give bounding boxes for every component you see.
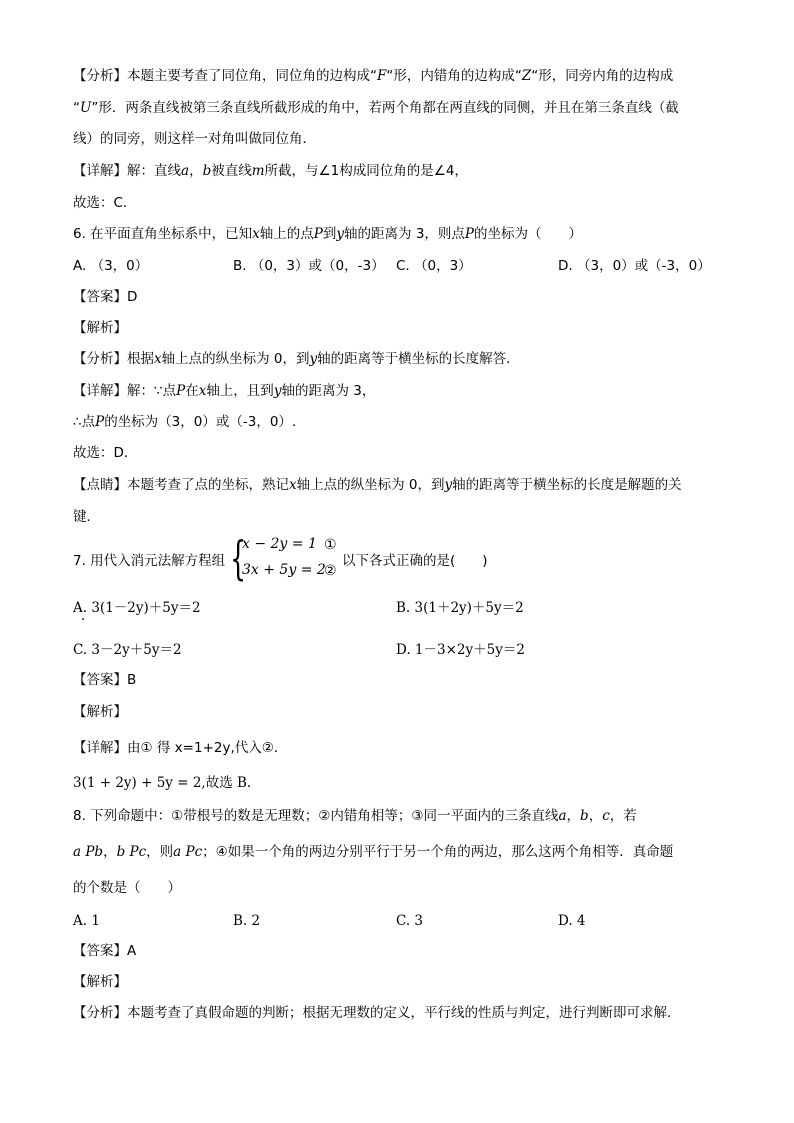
text: 轴上点的纵坐标为 0，到 xyxy=(296,477,445,493)
q6-option-c: C. （0，3） xyxy=(396,258,472,274)
q7-jiexi: 【解析】 xyxy=(73,704,127,720)
q7-option-b: B. 3(1＋2y)＋5y＝2 xyxy=(396,600,524,616)
text: ， xyxy=(103,844,117,860)
var-b: b xyxy=(202,163,212,179)
text: 的坐标为（ ） xyxy=(474,226,583,242)
text: 【详解】解：∵点 xyxy=(73,383,177,399)
text: 6. 在平面直角坐标系中，已知 xyxy=(73,226,253,242)
var-b: b xyxy=(580,808,589,824)
q6-comment-line1 xyxy=(73,475,682,495)
text: ；④如果一个角的两边分别平行于另一个角的两边，那么这两个角相等．真命题 xyxy=(202,844,674,860)
q6-analysis xyxy=(73,349,520,369)
text: 轴上点的纵坐标为 0，到 xyxy=(161,351,310,367)
equation-2: 3x + 5y = 2 xyxy=(242,562,326,578)
q6-answer: 【答案】D xyxy=(73,289,138,305)
text: 轴的距离为 3，则点 xyxy=(344,226,465,242)
text: 【详解】解：直线 xyxy=(73,163,181,179)
q7-conclusion: 3(1 + 2y) + 5y = 2,故选 B. xyxy=(73,775,252,791)
text: 被直线 xyxy=(211,163,252,179)
q6-detail xyxy=(73,381,375,401)
var-y: y xyxy=(336,226,345,242)
var-P: P xyxy=(313,226,323,242)
equation-system xyxy=(230,531,340,585)
q8-option-d: D. 4 xyxy=(558,913,586,929)
relation-3: a Pc xyxy=(173,844,203,860)
var-y: y xyxy=(444,477,453,493)
q8-jiexi: 【解析】 xyxy=(73,974,127,990)
var-U: U xyxy=(80,100,92,116)
q6-choice: 故选：D． xyxy=(73,445,138,461)
relation-1: a Pb xyxy=(73,844,104,860)
q5-detail xyxy=(73,161,468,181)
q7-detail: 【详解】由① 得 x=1+2y,代入②． xyxy=(73,740,288,756)
var-a: a xyxy=(181,163,190,179)
text: “形，内错角的边构成“ xyxy=(386,68,522,84)
text: 轴上的点 xyxy=(259,226,314,242)
q8-answer: 【答案】A xyxy=(73,943,137,959)
var-Z: Z xyxy=(521,68,532,84)
q7-option-c: C. 3－2y＋5y＝2 xyxy=(73,642,182,658)
q6-therefore xyxy=(73,412,296,432)
q6-option-a: A. （3，0） xyxy=(73,258,149,274)
brace-icon: { xyxy=(230,531,247,585)
text: 到 xyxy=(322,226,337,242)
text: ，若 xyxy=(609,808,637,824)
var-x: x xyxy=(252,226,260,242)
var-P: P xyxy=(464,226,475,242)
text: ， xyxy=(588,808,603,824)
var-x: x xyxy=(289,477,297,493)
text: 【分析】根据 xyxy=(73,351,154,367)
var-F: F xyxy=(377,68,387,84)
q7-stem-prefix: 7. 用代入消元法解方程组 xyxy=(73,553,226,569)
text: 在 xyxy=(185,383,199,399)
q8-stem-line3: 的个数是（ ） xyxy=(73,880,181,896)
q6-option-b: B. （0，3）或（0，-3） xyxy=(233,258,385,274)
text: 【分析】本题主要考查了同位角，同位角的边构成“ xyxy=(73,68,377,84)
text: ”形．两条直线被第三条直线所截形成的角中，若两个角都在两直线的同侧，并且在第三条直线（截 xyxy=(91,100,679,116)
var-y: y xyxy=(309,351,318,367)
q6-jiexi: 【解析】 xyxy=(73,320,127,336)
q5-analysis-line3: 线）的同旁，则这样一对角叫做同位角． xyxy=(73,131,316,147)
text: 所截，与∠1构成同位角的是∠4， xyxy=(264,163,468,179)
relation-2: b Pc xyxy=(116,844,147,860)
q8-analysis: 【分析】本题考查了真假命题的判断；根据无理数的定义，平行线的性质与判定，进行判断即可求解． xyxy=(73,1005,681,1021)
text: 8. 下列命题中：①带根号的数是无理数；②内错角相等；③同一平面内的三条直线 xyxy=(73,808,559,824)
text: 轴上，且到 xyxy=(206,383,274,399)
text: ，则 xyxy=(146,844,174,860)
equation-mark-1: ① xyxy=(324,537,337,553)
text: 轴的距离为 3， xyxy=(281,383,376,399)
q5-choice: 故选：C． xyxy=(73,195,137,211)
q8-option-c: C. 3 xyxy=(396,913,424,929)
var-P: P xyxy=(176,383,186,399)
q6-comment-line2: 键． xyxy=(73,509,100,525)
q8-stem-line1 xyxy=(73,806,637,826)
q8-stem-line2 xyxy=(73,842,673,862)
q5-analysis-line1 xyxy=(73,66,673,86)
equation-1: x − 2y = 1 xyxy=(242,536,317,552)
stray-dot xyxy=(82,618,84,620)
var-a: a xyxy=(558,808,567,824)
q7-answer: 【答案】B xyxy=(73,672,137,688)
text: ， xyxy=(189,163,203,179)
text: “ xyxy=(73,100,80,116)
text: 轴的距离等于横坐标的长度解答． xyxy=(317,351,520,367)
text: ， xyxy=(566,808,581,824)
equation-mark-2: ② xyxy=(324,563,337,579)
var-m: m xyxy=(251,163,265,179)
var-x: x xyxy=(198,383,207,399)
var-x: x xyxy=(154,351,162,367)
text: ∴点 xyxy=(73,414,96,430)
text: 的坐标为（3，0）或（-3，0）. xyxy=(104,414,297,430)
var-P: P xyxy=(95,414,105,430)
q7-stem-suffix: 以下各式正确的是( ) xyxy=(342,553,488,569)
var-y: y xyxy=(273,383,282,399)
q5-analysis-line2 xyxy=(73,98,679,118)
q8-option-a: A. 1 xyxy=(73,913,100,929)
q7-option-a: A. 3(1－2y)＋5y＝2 xyxy=(73,600,201,616)
q7-option-d: D. 1－3×2y＋5y＝2 xyxy=(396,642,525,658)
var-c: c xyxy=(602,808,610,824)
text: 【点睛】本题考查了点的坐标，熟记 xyxy=(73,477,289,493)
q6-option-d: D. （3，0）或（-3，0） xyxy=(558,258,711,274)
q6-stem xyxy=(73,224,582,244)
text: “形，同旁内角的边构成 xyxy=(531,68,674,84)
text: 轴的距离等于横坐标的长度是解题的关 xyxy=(452,477,682,493)
q8-option-b: B. 2 xyxy=(233,913,261,929)
